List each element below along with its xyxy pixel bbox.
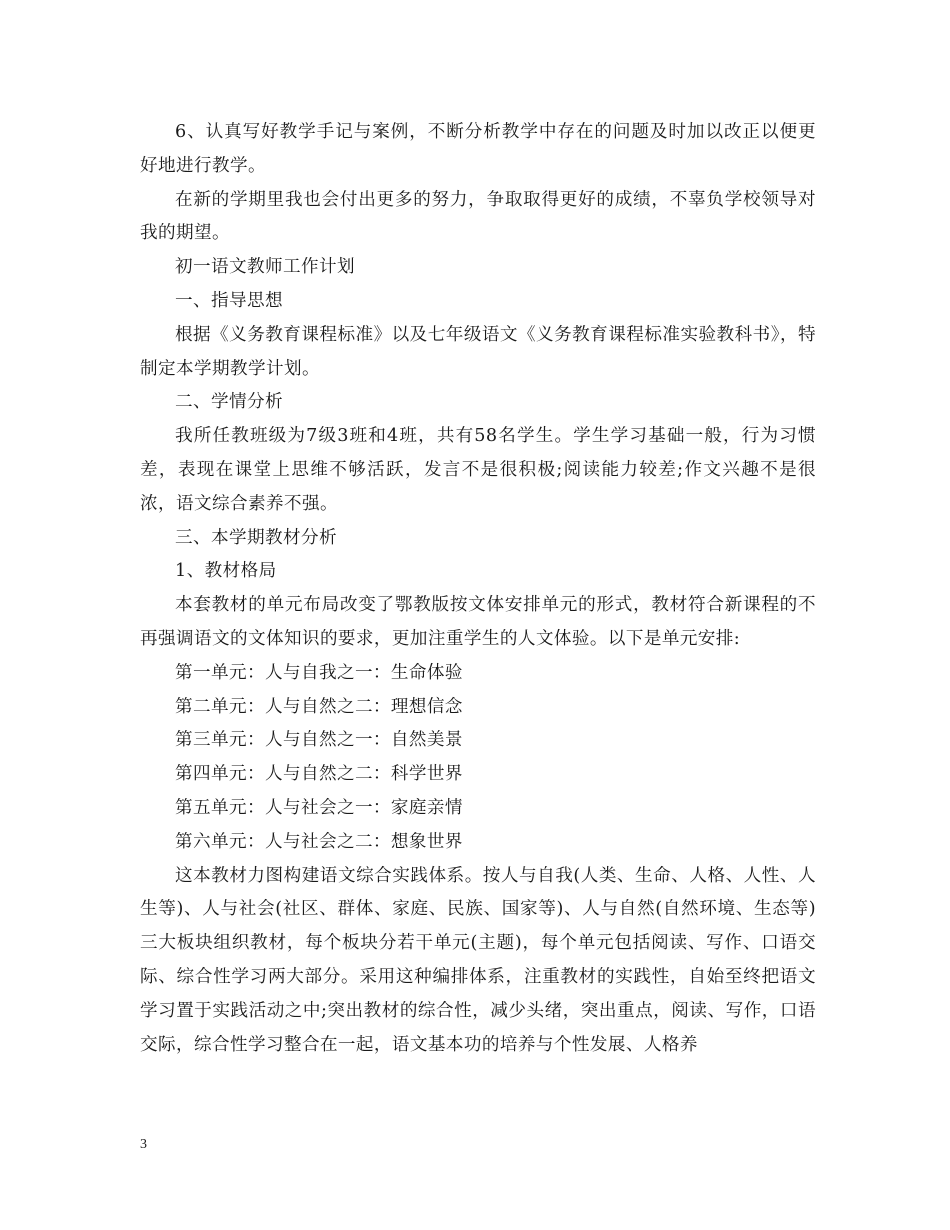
unit-item-4: 第四单元：人与自然之二：科学世界 <box>175 764 463 785</box>
unit-item-2: 第二单元：人与自然之二：理想信念 <box>175 696 463 717</box>
paragraph-guiding-ideology: 根据《义务教育课程标准》以及七年级语文《义务教育课程标准实验教科书》，特制定本学期教学计划。 <box>140 324 816 379</box>
unit-item-1: 第一单元：人与自我之一：生命体验 <box>175 662 463 683</box>
paragraph-textbook-layout: 本套教材的单元布局改变了鄂教版按文体安排单元的形式，教材符合新课程的不再强调语文的文体知识的要求，更加注重学生的人文体验。以下是单元安排: <box>140 595 816 649</box>
document-body <box>140 116 816 1062</box>
paragraph-closing-remark: 在新的学期里我也会付出更多的努力，争取取得更好的成绩，不辜负学校领导对我的期望。 <box>140 189 816 244</box>
unit-item-3: 第三单元：人与自然之一：自然美景 <box>175 730 463 751</box>
heading-guiding-ideology: 一、指导思想 <box>175 290 283 311</box>
heading-student-analysis: 二、学情分析 <box>175 392 283 413</box>
unit-item-5: 第五单元：人与社会之一：家庭亲情 <box>175 797 463 818</box>
section-title: 初一语文教师工作计划 <box>175 257 355 278</box>
paragraph-textbook-system: 这本教材力图构建语文综合实践体系。按人与自我(人类、生命、人格、人性、人生等)、人与社会(社区、群体、家庭、民族、国家等)、人与自然(自然环境、生态等)三大板块组织教材，每个板块分若干单元(主题)，每个单元包括阅读、写作、口语交际、综合性学习两大部分。采用这种编排体系，注重教材的实践性，自始至终把语文学习置于实践活动之中;突出教材的综合性，减少头绪，突出重点，阅读、写作，口语交际，综合性学习整合在一起，语文基本功的培养与个性发展、人格养 <box>140 865 816 1055</box>
page-number: 3 <box>140 1137 147 1152</box>
paragraph-student-analysis: 我所任教班级为7级3班和4班，共有58名学生。学生学习基础一般，行为习惯差，表现在课堂上思维不够活跃，发言不是很积极;阅读能力较差;作文兴趣不是很浓，语文综合素养不强。 <box>140 426 816 514</box>
subheading-textbook-layout: 1、教材格局 <box>175 561 277 582</box>
unit-item-6: 第六单元：人与社会之二：想象世界 <box>175 831 463 852</box>
heading-textbook-analysis: 三、本学期教材分析 <box>175 527 337 548</box>
paragraph-item-6: 6、认真写好教学手记与案例，不断分析教学中存在的问题及时加以改正以便更好地进行教学。 <box>140 122 816 176</box>
